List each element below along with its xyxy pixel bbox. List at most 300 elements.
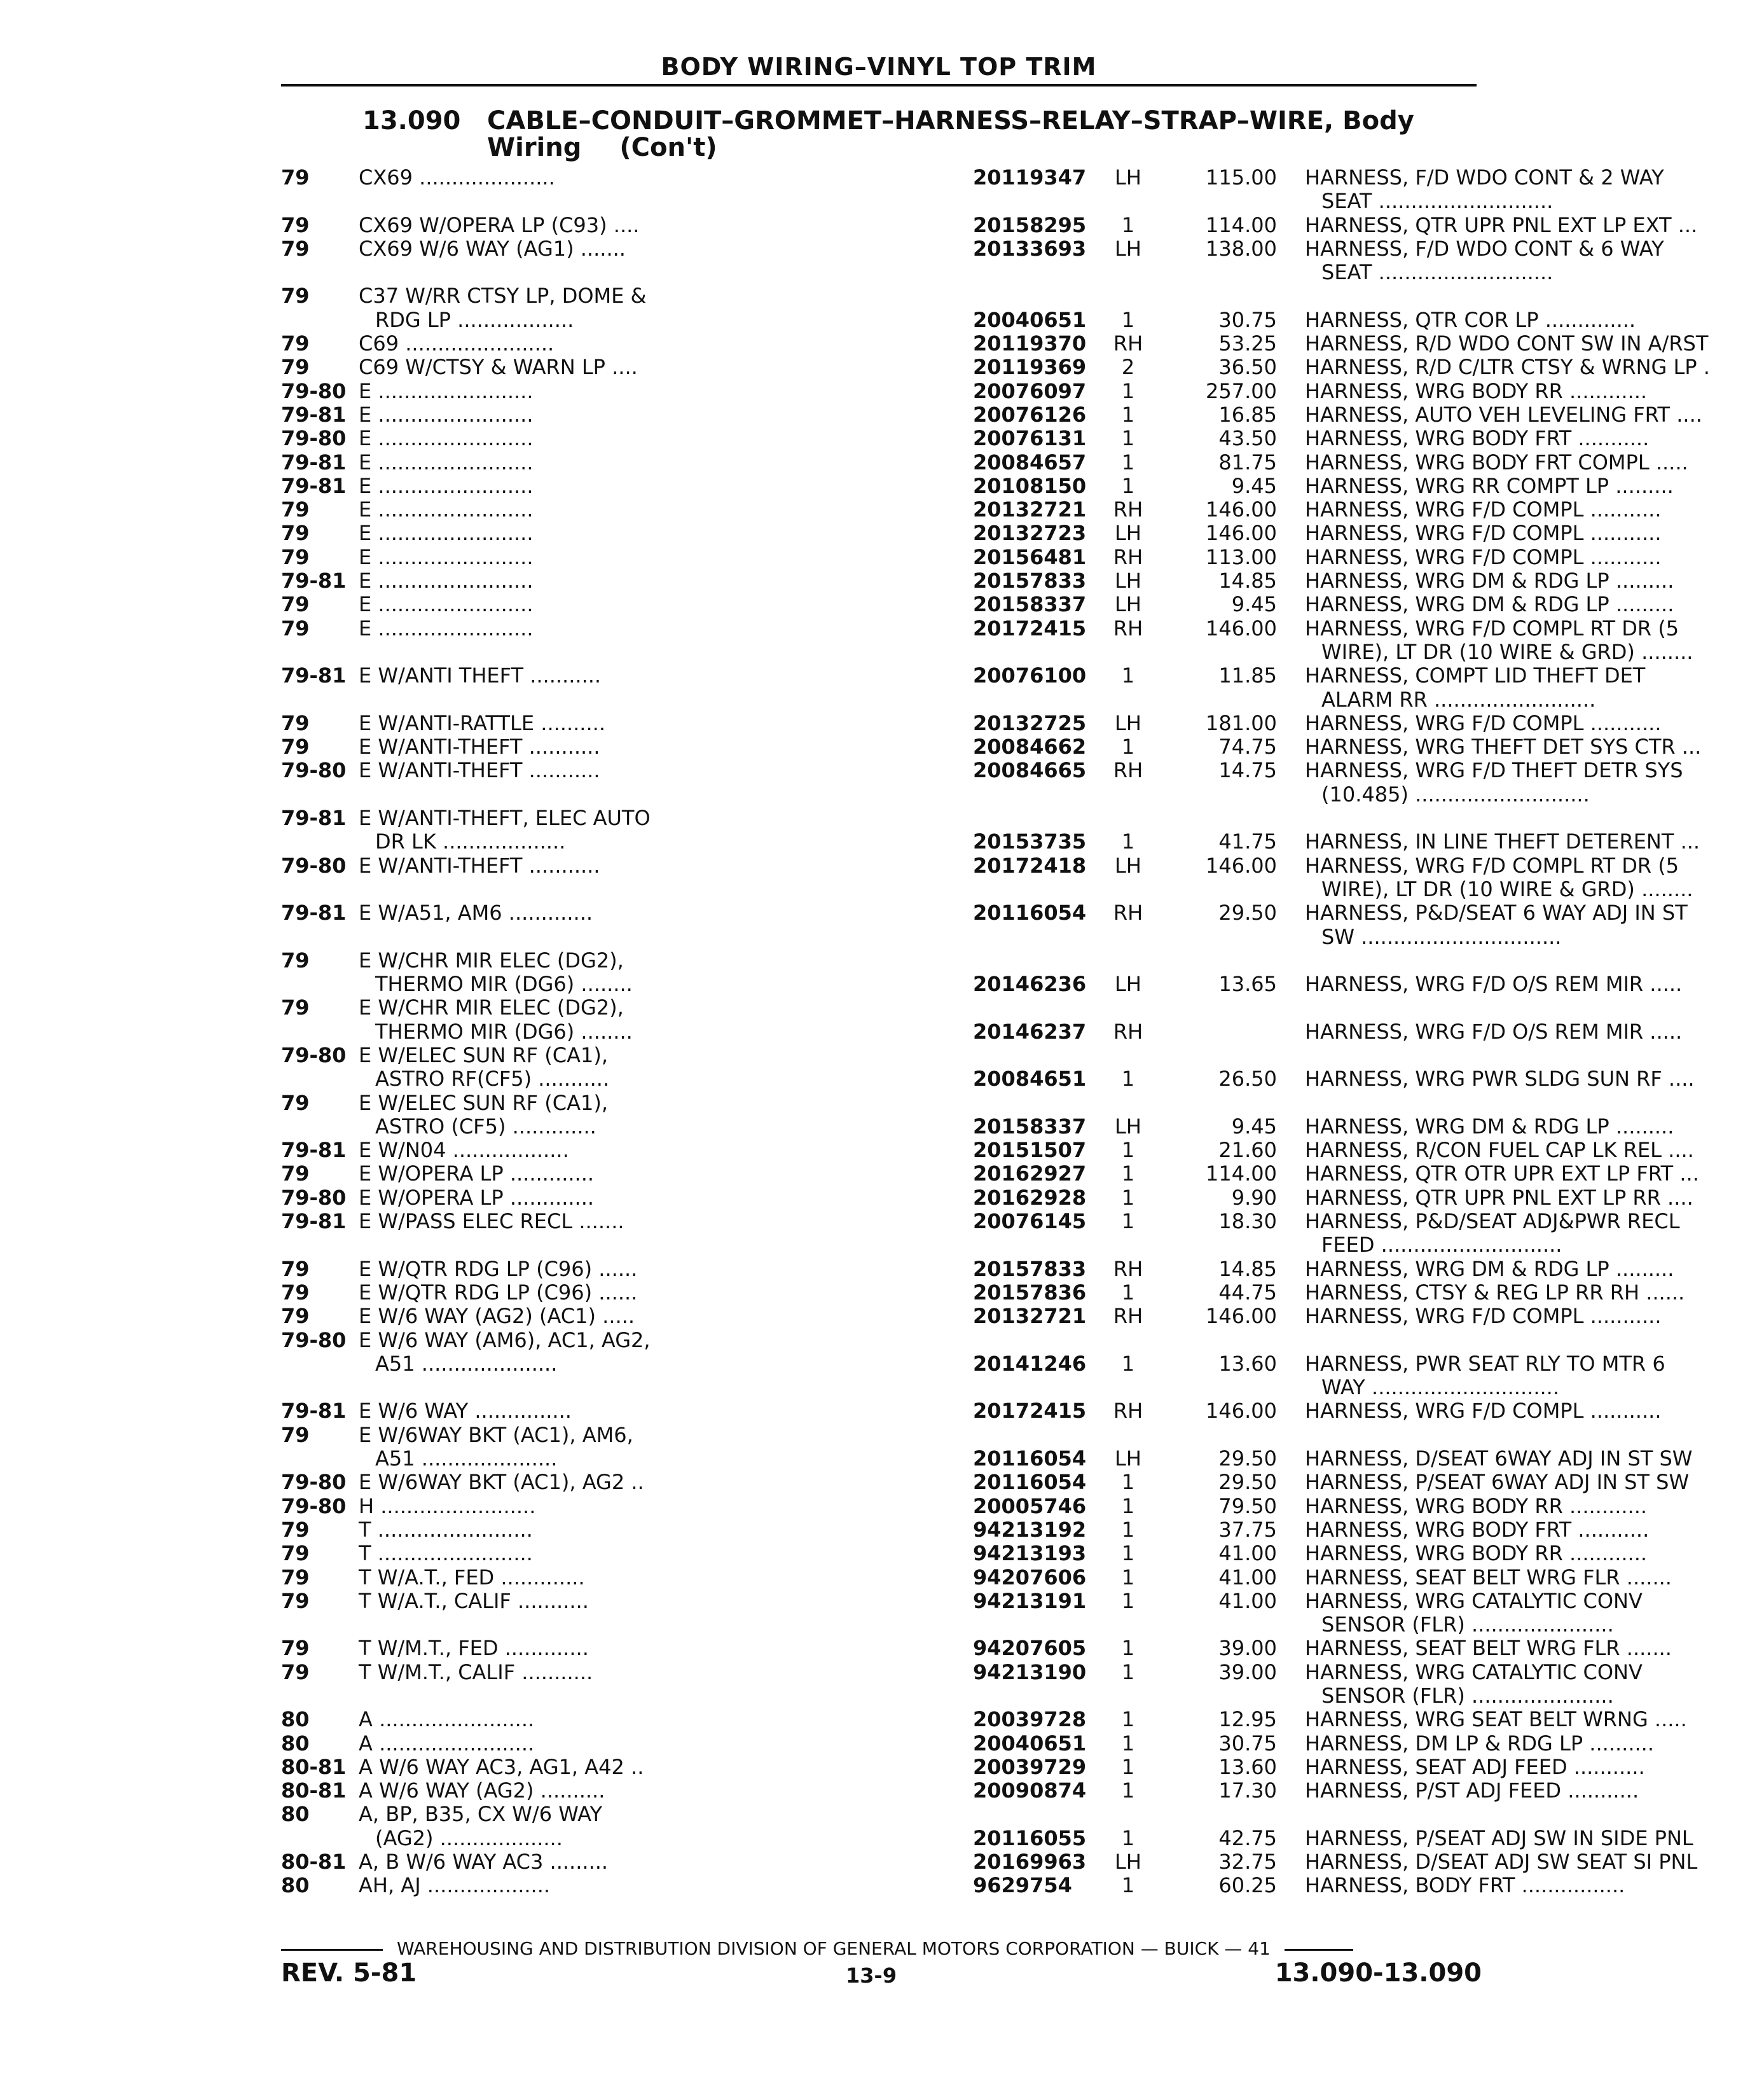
row-description: A51 ..................... <box>375 1446 558 1471</box>
row-part-name: HARNESS, WRG F/D THEFT DETR SYS <box>1305 758 1683 783</box>
row-quantity: RH <box>1113 1399 1143 1424</box>
table-row <box>281 1185 1693 1210</box>
row-price: 13.60 <box>1218 1351 1277 1376</box>
row-quantity: 1 <box>1121 1588 1135 1613</box>
row-part-name: HARNESS, CTSY & REG LP RR RH ...... <box>1305 1280 1685 1305</box>
row-quantity: LH <box>1115 1850 1141 1874</box>
row-part-name: SENSOR (FLR) ...................... <box>1321 1612 1614 1637</box>
row-price: 74.75 <box>1218 735 1277 759</box>
row-price: 30.75 <box>1218 307 1277 332</box>
row-quantity: RH <box>1113 544 1143 569</box>
row-part-number: 20172415 <box>973 1399 1087 1424</box>
table-row <box>281 592 1674 617</box>
row-price: 146.00 <box>1206 521 1277 546</box>
page-number: 13-9 <box>846 1964 897 1988</box>
row-part-number: 20116054 <box>973 1470 1087 1495</box>
row-quantity: 1 <box>1121 1280 1135 1305</box>
row-year: 79-81 <box>281 450 347 475</box>
row-quantity: RH <box>1113 758 1143 783</box>
row-part-name: HARNESS, PWR SEAT RLY TO MTR 6 <box>1305 1351 1665 1376</box>
row-year: 79-81 <box>281 806 347 831</box>
row-description: THERMO MIR (DG6) ........ <box>375 1019 633 1044</box>
row-year: 79 <box>281 212 310 237</box>
row-description: E W/ANTI-THEFT ........... <box>359 758 600 783</box>
footer-rule-left <box>281 1949 383 1951</box>
footer-division: WAREHOUSING AND DISTRIBUTION DIVISION OF GENERAL MOTORS CORPORATION — BUICK — 41 <box>397 1938 1271 1959</box>
row-description: E ........................ <box>359 450 534 475</box>
row-price: 29.50 <box>1218 901 1277 925</box>
row-part-name: HARNESS, WRG DM & RDG LP ......... <box>1305 1256 1674 1281</box>
row-part-name: HARNESS, R/D C/LTR CTSY & WRNG LP . <box>1305 355 1710 380</box>
row-year: 80 <box>281 1873 310 1898</box>
row-description: E ........................ <box>359 426 534 451</box>
row-part-name: HARNESS, P&D/SEAT 6 WAY ADJ IN ST <box>1305 901 1688 925</box>
section-cont-label: (Con't) <box>619 133 717 162</box>
row-description: E ........................ <box>359 544 534 569</box>
footer-division-line <box>281 1939 1483 1959</box>
row-part-number: 20146236 <box>973 972 1087 997</box>
row-part-name: HARNESS, P/SEAT ADJ SW IN SIDE PNL <box>1305 1825 1693 1850</box>
row-part-name: HARNESS, WRG DM & RDG LP ......... <box>1305 1114 1674 1139</box>
row-description: A, B W/6 WAY AC3 ......... <box>359 1850 609 1874</box>
row-part-name: HARNESS, WRG F/D COMPL ........... <box>1305 497 1662 522</box>
table-row <box>281 807 1483 830</box>
row-part-number: 20158295 <box>973 212 1087 237</box>
table-row <box>281 710 1662 735</box>
row-year: 79 <box>281 497 310 522</box>
table-row <box>281 853 1679 878</box>
row-price: 14.85 <box>1218 1256 1277 1281</box>
row-part-number: 20119369 <box>973 355 1087 380</box>
row-quantity: 1 <box>1121 829 1135 854</box>
row-description: A W/6 WAY AC3, AG1, A42 .. <box>359 1754 644 1779</box>
table-row <box>281 1612 1614 1637</box>
row-price: 26.50 <box>1218 1067 1277 1091</box>
row-description: E W/ANTI-RATTLE .......... <box>359 710 605 735</box>
table-row <box>281 687 1596 712</box>
row-quantity: 1 <box>1121 426 1135 451</box>
row-price: 9.45 <box>1231 473 1277 498</box>
row-year: 80-81 <box>281 1778 347 1803</box>
row-price: 41.00 <box>1218 1588 1277 1613</box>
row-part-number: 20133693 <box>973 236 1087 261</box>
table-row <box>281 521 1662 546</box>
row-part-number: 20151507 <box>973 1138 1087 1163</box>
section-number: 13.090 <box>362 106 461 135</box>
table-row <box>281 972 1683 997</box>
row-part-name: SEAT ........................... <box>1321 260 1554 285</box>
row-price: 21.60 <box>1218 1138 1277 1163</box>
table-row <box>281 1138 1694 1163</box>
row-part-number: 20005746 <box>973 1493 1087 1518</box>
row-part-name: HARNESS, D/SEAT ADJ SW SEAT SI PNL <box>1305 1850 1698 1874</box>
row-year: 79-80 <box>281 1185 347 1210</box>
row-year: 79 <box>281 995 310 1020</box>
row-part-number: 20076131 <box>973 426 1087 451</box>
row-quantity: 1 <box>1121 1470 1135 1495</box>
table-row <box>281 378 1648 403</box>
row-description: ASTRO RF(CF5) ........... <box>375 1067 610 1091</box>
row-part-name: (10.485) ........................... <box>1321 782 1590 807</box>
table-row <box>281 1209 1680 1234</box>
row-description: T W/M.T., FED ............. <box>359 1636 589 1661</box>
row-part-name: WIRE), LT DR (10 WIRE & GRD) ........ <box>1321 639 1693 664</box>
section-range: 13.090-13.090 <box>1274 1958 1482 1988</box>
row-quantity: 1 <box>1121 1754 1135 1779</box>
row-part-number: 20132721 <box>973 1304 1087 1329</box>
row-description: THERMO MIR (DG6) ........ <box>375 972 633 997</box>
row-part-name: HARNESS, WRG F/D COMPL RT DR (5 <box>1305 853 1679 878</box>
row-quantity: 1 <box>1121 1565 1135 1590</box>
row-quantity: 1 <box>1121 1185 1135 1210</box>
row-part-name: HARNESS, WRG F/D O/S REM MIR ..... <box>1305 972 1683 997</box>
row-quantity: 1 <box>1121 402 1135 427</box>
row-price: 9.90 <box>1231 1185 1277 1210</box>
row-price: 42.75 <box>1218 1825 1277 1850</box>
row-quantity: 1 <box>1121 1161 1135 1186</box>
table-row <box>281 1659 1643 1684</box>
row-description: E W/6WAY BKT (AC1), AG2 .. <box>359 1470 644 1495</box>
row-price: 44.75 <box>1218 1280 1277 1305</box>
row-part-name: HARNESS, R/CON FUEL CAP LK REL .... <box>1305 1138 1694 1163</box>
row-price: 37.75 <box>1218 1517 1277 1542</box>
table-row <box>281 1329 1483 1352</box>
row-price: 39.00 <box>1218 1659 1277 1684</box>
row-description: T ........................ <box>359 1517 533 1542</box>
row-price: 114.00 <box>1206 1161 1277 1186</box>
row-part-name: HARNESS, SEAT ADJ FEED ........... <box>1305 1754 1645 1779</box>
row-part-name: HARNESS, WRG BODY RR ............ <box>1305 378 1648 403</box>
row-description: E W/ELEC SUN RF (CA1), <box>359 1090 608 1115</box>
row-part-number: 20158337 <box>973 1114 1087 1139</box>
row-year: 79 <box>281 1161 310 1186</box>
row-part-number: 20157836 <box>973 1280 1087 1305</box>
row-description: E W/QTR RDG LP (C96) ...... <box>359 1280 638 1305</box>
row-quantity: LH <box>1115 972 1141 997</box>
row-year: 79-81 <box>281 1209 347 1234</box>
row-price: 9.45 <box>1231 592 1277 617</box>
table-row <box>281 1161 1699 1186</box>
parts-table <box>281 165 1710 1898</box>
row-price: 146.00 <box>1206 497 1277 522</box>
row-quantity: LH <box>1115 710 1141 735</box>
row-price: 11.85 <box>1218 663 1277 688</box>
row-part-name: HARNESS, P&D/SEAT ADJ&PWR RECL <box>1305 1209 1680 1234</box>
row-description: E W/OPERA LP ............. <box>359 1161 595 1186</box>
row-year: 79 <box>281 1517 310 1542</box>
row-year: 79 <box>281 1422 310 1447</box>
row-part-number: 94207606 <box>973 1565 1087 1590</box>
page-title: BODY WIRING–VINYL TOP TRIM <box>661 53 1097 81</box>
revision-label: REV. 5-81 <box>281 1958 417 1988</box>
row-part-name: HARNESS, AUTO VEH LEVELING FRT .... <box>1305 402 1702 427</box>
table-row <box>281 1541 1648 1566</box>
row-year: 79 <box>281 1280 310 1305</box>
row-part-name: HARNESS, R/D WDO CONT SW IN A/RST <box>1305 331 1709 356</box>
row-part-name: WIRE), LT DR (10 WIRE & GRD) ........ <box>1321 876 1693 901</box>
row-year: 79-81 <box>281 473 347 498</box>
row-part-number: 20040651 <box>973 1731 1087 1756</box>
row-part-name: HARNESS, WRG CATALYTIC CONV <box>1305 1588 1643 1613</box>
table-row <box>281 782 1590 807</box>
row-part-name: ALARM RR ......................... <box>1321 687 1596 712</box>
table-row <box>281 212 1698 237</box>
row-part-number: 20039729 <box>973 1754 1087 1779</box>
table-row <box>281 1280 1685 1305</box>
row-quantity: LH <box>1115 1446 1141 1471</box>
row-price: 114.00 <box>1206 212 1277 237</box>
row-description: E ........................ <box>359 497 534 522</box>
row-description: E ........................ <box>359 473 534 498</box>
row-price: 17.30 <box>1218 1778 1277 1803</box>
row-part-name: WAY ............................. <box>1321 1375 1559 1400</box>
section-heading <box>362 107 1482 160</box>
row-description: A ........................ <box>359 1707 535 1732</box>
row-description: T W/A.T., CALIF ........... <box>359 1588 589 1613</box>
row-price: 29.50 <box>1218 1470 1277 1495</box>
row-quantity: 1 <box>1121 1493 1135 1518</box>
row-description: A W/6 WAY (AG2) .......... <box>359 1778 605 1803</box>
row-price: 81.75 <box>1218 450 1277 475</box>
table-row <box>281 331 1709 356</box>
table-row <box>281 402 1702 427</box>
row-quantity: 1 <box>1121 1707 1135 1732</box>
row-quantity: 1 <box>1121 1517 1135 1542</box>
row-description: CX69 W/OPERA LP (C93) .... <box>359 212 640 237</box>
row-description: T W/A.T., FED ............. <box>359 1565 585 1590</box>
table-row <box>281 569 1674 593</box>
row-description: DR LK ................... <box>375 829 566 854</box>
row-part-name: HARNESS, WRG BODY RR ............ <box>1305 1541 1648 1566</box>
table-row <box>281 284 1483 308</box>
table-row <box>281 1044 1483 1067</box>
table-row <box>281 1470 1690 1495</box>
row-quantity: 1 <box>1121 1138 1135 1163</box>
row-quantity: RH <box>1113 1256 1143 1281</box>
row-quantity: LH <box>1115 569 1141 593</box>
table-row <box>281 1091 1483 1115</box>
row-part-number: 20090874 <box>973 1778 1087 1803</box>
table-row <box>281 1351 1665 1376</box>
row-quantity: 1 <box>1121 1636 1135 1661</box>
row-year: 79-80 <box>281 758 347 783</box>
table-row <box>281 1565 1672 1590</box>
row-year: 79-81 <box>281 1399 347 1424</box>
row-year: 79 <box>281 948 310 973</box>
table-row <box>281 497 1662 522</box>
row-description: E ........................ <box>359 402 534 427</box>
row-part-number: 20040651 <box>973 307 1087 332</box>
table-row <box>281 1873 1625 1898</box>
row-description: E ........................ <box>359 378 534 403</box>
row-year: 79 <box>281 1304 310 1329</box>
table-row <box>281 1731 1655 1756</box>
row-quantity: 1 <box>1121 735 1135 759</box>
row-price: 36.50 <box>1218 355 1277 380</box>
row-description: E W/A51, AM6 ............. <box>359 901 593 925</box>
row-year: 79 <box>281 236 310 261</box>
table-row <box>281 1256 1674 1281</box>
row-price: 146.00 <box>1206 616 1277 641</box>
table-row <box>281 1233 1562 1257</box>
row-description: (AG2) ................... <box>375 1825 563 1850</box>
table-row <box>281 876 1693 901</box>
row-year: 80 <box>281 1802 310 1827</box>
row-part-name: HARNESS, SEAT BELT WRG FLR ....... <box>1305 1565 1672 1590</box>
row-part-number: 20119370 <box>973 331 1087 356</box>
row-part-number: 20132721 <box>973 497 1087 522</box>
row-year: 79 <box>281 284 310 308</box>
row-year: 79-80 <box>281 1327 347 1352</box>
row-part-name: HARNESS, F/D WDO CONT & 2 WAY <box>1305 165 1664 190</box>
row-price: 14.75 <box>1218 758 1277 783</box>
row-price: 138.00 <box>1206 236 1277 261</box>
row-description: RDG LP .................. <box>375 307 574 332</box>
row-part-name: HARNESS, D/SEAT 6WAY ADJ IN ST SW <box>1305 1446 1693 1471</box>
row-price: 53.25 <box>1218 331 1277 356</box>
row-part-name: HARNESS, WRG BODY FRT COMPL ..... <box>1305 450 1688 475</box>
row-price: 43.50 <box>1218 426 1277 451</box>
row-quantity: RH <box>1113 331 1143 356</box>
row-quantity: RH <box>1113 497 1143 522</box>
table-row <box>281 901 1688 925</box>
row-year: 79-80 <box>281 1043 347 1067</box>
row-quantity: 1 <box>1121 378 1135 403</box>
row-part-name: SEAT ........................... <box>1321 189 1554 214</box>
row-price: 32.75 <box>1218 1850 1277 1874</box>
row-quantity: LH <box>1115 592 1141 617</box>
row-part-name: HARNESS, P/SEAT 6WAY ADJ IN ST SW <box>1305 1470 1690 1495</box>
row-description: E W/CHR MIR ELEC (DG2), <box>359 948 624 973</box>
row-part-number: 20084657 <box>973 450 1087 475</box>
row-year: 79 <box>281 710 310 735</box>
table-row <box>281 544 1662 569</box>
row-part-number: 20172415 <box>973 616 1087 641</box>
row-quantity: 1 <box>1121 1351 1135 1376</box>
row-part-name: HARNESS, WRG BODY RR ............ <box>1305 1493 1648 1518</box>
row-quantity: LH <box>1115 521 1141 546</box>
row-part-number: 94213191 <box>973 1588 1087 1613</box>
row-year: 79-81 <box>281 402 347 427</box>
row-part-name: HARNESS, QTR COR LP .............. <box>1305 307 1636 332</box>
row-part-number: 20076097 <box>973 378 1087 403</box>
row-part-number: 94213192 <box>973 1517 1087 1542</box>
row-quantity: RH <box>1113 616 1143 641</box>
row-part-name: HARNESS, WRG DM & RDG LP ......... <box>1305 569 1674 593</box>
row-description: E W/ANTI-THEFT ........... <box>359 853 600 878</box>
row-year: 79-80 <box>281 853 347 878</box>
row-part-name: HARNESS, WRG PWR SLDG SUN RF .... <box>1305 1067 1695 1091</box>
row-price: 146.00 <box>1206 1399 1277 1424</box>
row-price: 146.00 <box>1206 853 1277 878</box>
table-row <box>281 735 1702 759</box>
table-row <box>281 307 1636 332</box>
row-part-number: 20084665 <box>973 758 1087 783</box>
row-part-name: HARNESS, WRG RR COMPT LP ......... <box>1305 473 1674 498</box>
row-description: E ........................ <box>359 569 534 593</box>
row-quantity: 1 <box>1121 663 1135 688</box>
row-description: E W/6WAY BKT (AC1), AM6, <box>359 1422 633 1447</box>
row-price: 41.75 <box>1218 829 1277 854</box>
table-row <box>281 758 1683 783</box>
row-price: 257.00 <box>1206 378 1277 403</box>
row-description: CX69 W/6 WAY (AG1) ....... <box>359 236 626 261</box>
row-description: E W/ANTI-THEFT, ELEC AUTO <box>359 806 651 831</box>
row-quantity: RH <box>1113 901 1143 925</box>
row-part-number: 20132725 <box>973 710 1087 735</box>
table-row <box>281 165 1664 190</box>
row-part-number: 94213190 <box>973 1659 1087 1684</box>
table-row <box>281 189 1554 214</box>
row-quantity: 1 <box>1121 1778 1135 1803</box>
section-title: CABLE–CONDUIT–GROMMET–HARNESS–RELAY–STRAP–WIRE, Body <box>487 106 1414 135</box>
row-price: 113.00 <box>1206 544 1277 569</box>
table-row <box>281 949 1483 973</box>
table-row <box>281 355 1710 380</box>
row-description: A51 ..................... <box>375 1351 558 1376</box>
row-price: 39.00 <box>1218 1636 1277 1661</box>
row-description: T W/M.T., CALIF ........... <box>359 1659 593 1684</box>
footer-rule-right <box>1285 1949 1353 1951</box>
row-description: AH, AJ ................... <box>359 1873 551 1898</box>
row-part-name: HARNESS, WRG SEAT BELT WRNG ..... <box>1305 1707 1687 1732</box>
row-year: 79 <box>281 735 310 759</box>
row-description: E ........................ <box>359 616 534 641</box>
row-year: 79 <box>281 1588 310 1613</box>
row-description: C69 ....................... <box>359 331 555 356</box>
row-price: 12.95 <box>1218 1707 1277 1732</box>
row-part-number: 20084662 <box>973 735 1087 759</box>
row-quantity: 1 <box>1121 1731 1135 1756</box>
table-row <box>281 1850 1698 1874</box>
row-price: 9.45 <box>1231 1114 1277 1139</box>
row-year: 79-81 <box>281 1138 347 1163</box>
table-row <box>281 1707 1687 1732</box>
row-part-number: 20116054 <box>973 901 1087 925</box>
row-part-name: FEED ............................ <box>1321 1233 1562 1257</box>
row-quantity: 1 <box>1121 1659 1135 1684</box>
row-year: 79 <box>281 1090 310 1115</box>
row-year: 79-81 <box>281 901 347 925</box>
table-row <box>281 639 1693 664</box>
row-part-name: HARNESS, WRG F/D COMPL RT DR (5 <box>1305 616 1679 641</box>
row-part-name: HARNESS, WRG CATALYTIC CONV <box>1305 1659 1643 1684</box>
table-row <box>281 236 1664 261</box>
row-part-number: 20076126 <box>973 402 1087 427</box>
table-row <box>281 473 1674 498</box>
table-row <box>281 1588 1643 1613</box>
section-title-cont: Wiring <box>487 133 582 162</box>
row-part-number: 20169963 <box>973 1850 1087 1874</box>
row-description: T ........................ <box>359 1541 533 1566</box>
row-quantity: 1 <box>1121 212 1135 237</box>
row-quantity: LH <box>1115 236 1141 261</box>
row-description: A ........................ <box>359 1731 535 1756</box>
row-part-name: SW ............................... <box>1321 924 1562 949</box>
row-price: 115.00 <box>1206 165 1277 190</box>
row-quantity: 1 <box>1121 1209 1135 1234</box>
table-row <box>281 1778 1639 1803</box>
row-part-number: 20157833 <box>973 1256 1087 1281</box>
row-part-name: HARNESS, BODY FRT ................ <box>1305 1873 1625 1898</box>
row-quantity: LH <box>1115 1114 1141 1139</box>
row-price: 13.65 <box>1218 972 1277 997</box>
row-quantity: RH <box>1113 1019 1143 1044</box>
row-part-name: HARNESS, WRG THEFT DET SYS CTR ... <box>1305 735 1702 759</box>
table-row <box>281 1803 1483 1826</box>
row-part-name: HARNESS, QTR UPR PNL EXT LP RR .... <box>1305 1185 1693 1210</box>
row-year: 79 <box>281 592 310 617</box>
